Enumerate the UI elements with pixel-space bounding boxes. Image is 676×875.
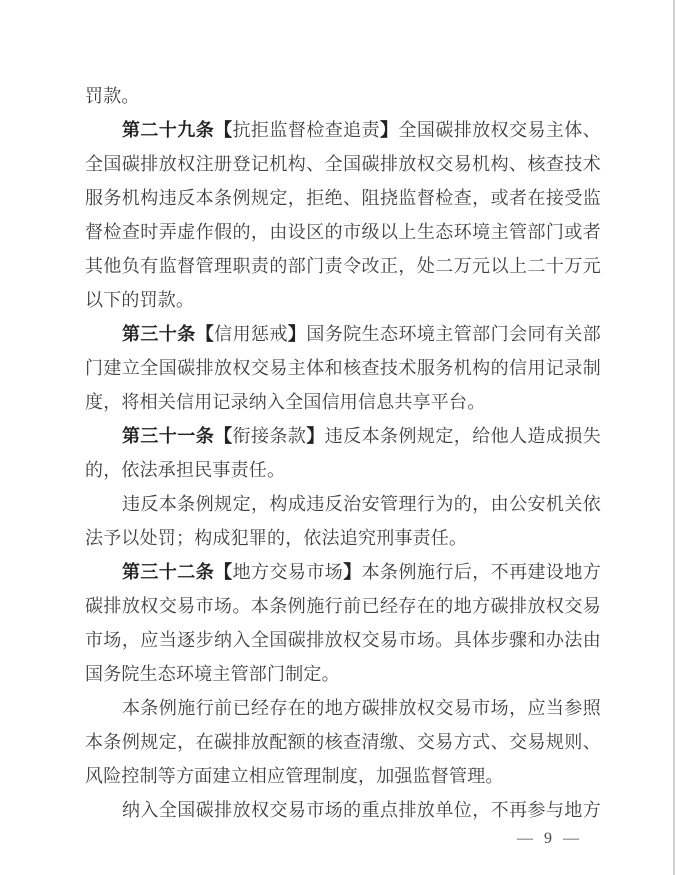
bracket-open: 【	[214, 426, 233, 446]
text-line	[85, 385, 601, 419]
text-line	[85, 79, 601, 113]
body-text: 度，将相关信用记录纳入全国信用信息共享平台。	[85, 392, 486, 412]
page-number-label: — 9 —	[517, 830, 580, 847]
text-line	[85, 283, 601, 317]
bracket-close: 】	[287, 324, 307, 344]
text-line	[85, 521, 601, 555]
text-line	[85, 113, 601, 147]
body-text: 的，依法承担民事责任。	[85, 460, 286, 480]
body-text: 法予以处罚；构成犯罪的，依法追究刑事责任。	[85, 528, 468, 548]
text-line	[85, 793, 601, 827]
bracket-close: 】	[306, 426, 325, 446]
body-text: 全国碳排放权交易主体、	[398, 120, 601, 140]
text-line	[85, 725, 601, 759]
body-text: 纳入全国碳排放权交易市场的重点排放单位，不再参与地方	[122, 800, 601, 820]
body-text: 其他负有监督管理职责的部门责令改正，处二万元以上二十万元	[85, 256, 601, 276]
article-topic: 地方交易市场	[232, 562, 344, 582]
body-text: 门建立全国碳排放权交易主体和核查技术服务机构的信用记录制	[85, 358, 601, 378]
text-line	[85, 215, 601, 249]
body-text: 罚款。	[85, 86, 140, 106]
text-line	[85, 657, 601, 691]
text-line	[85, 317, 601, 351]
text-line	[85, 623, 601, 657]
bracket-open: 【	[214, 562, 233, 582]
text-line	[85, 419, 601, 453]
bracket-close: 】	[380, 120, 399, 140]
body-text: 本条例施行后，不再建设地方	[361, 562, 601, 582]
body-text: 以下的罚款。	[85, 290, 195, 310]
text-line	[85, 555, 601, 589]
page-edge-line	[673, 0, 675, 875]
text-line	[85, 759, 601, 793]
text-line	[85, 351, 601, 385]
article-number: 第三十二条	[122, 562, 215, 582]
text-line	[85, 487, 601, 521]
bracket-open: 【	[214, 120, 233, 140]
body-text: 国务院生态环境主管部门会同有关部	[306, 324, 602, 344]
text-line	[85, 249, 601, 283]
body-text: 全国碳排放权注册登记机构、全国碳排放权交易机构、核查技术	[85, 154, 601, 174]
article-number: 第二十九条	[122, 120, 215, 140]
body-text: 碳排放权交易市场。本条例施行前已经存在的地方碳排放权交易	[85, 596, 601, 616]
article-number: 第三十条	[122, 324, 196, 344]
body-text: 违反本条例规定，构成违反治安管理行为的，由公安机关依	[122, 494, 601, 514]
body-text: 国务院生态环境主管部门制定。	[85, 664, 340, 684]
text-line	[85, 147, 601, 181]
body-text: 服务机构违反本条例规定，拒绝、阻挠监督检查，或者在接受监	[85, 188, 601, 208]
text-line	[85, 589, 601, 623]
document-body	[85, 79, 601, 827]
article-number: 第三十一条	[122, 426, 215, 446]
article-topic: 衔接条款	[232, 426, 307, 446]
bracket-open: 【	[195, 324, 215, 344]
bracket-close: 】	[343, 562, 362, 582]
body-text: 督检查时弄虚作假的，由设区的市级以上生态环境主管部门或者	[85, 222, 601, 242]
body-text: 风险控制等方面建立相应管理制度，加强监督管理。	[85, 766, 504, 786]
body-text: 本条例规定，在碳排放配额的核查清缴、交易方式、交易规则、	[85, 732, 601, 752]
text-line	[85, 181, 601, 215]
body-text: 本条例施行前已经存在的地方碳排放权交易市场，应当参照	[122, 698, 601, 718]
text-line	[85, 453, 601, 487]
article-topic: 信用惩戒	[214, 324, 288, 344]
body-text: 违反本条例规定，给他人造成损失	[324, 426, 602, 446]
text-line	[85, 691, 601, 725]
article-topic: 抗拒监督检查追责	[232, 120, 381, 140]
body-text: 市场，应当逐步纳入全国碳排放权交易市场。具体步骤和办法由	[85, 630, 601, 650]
